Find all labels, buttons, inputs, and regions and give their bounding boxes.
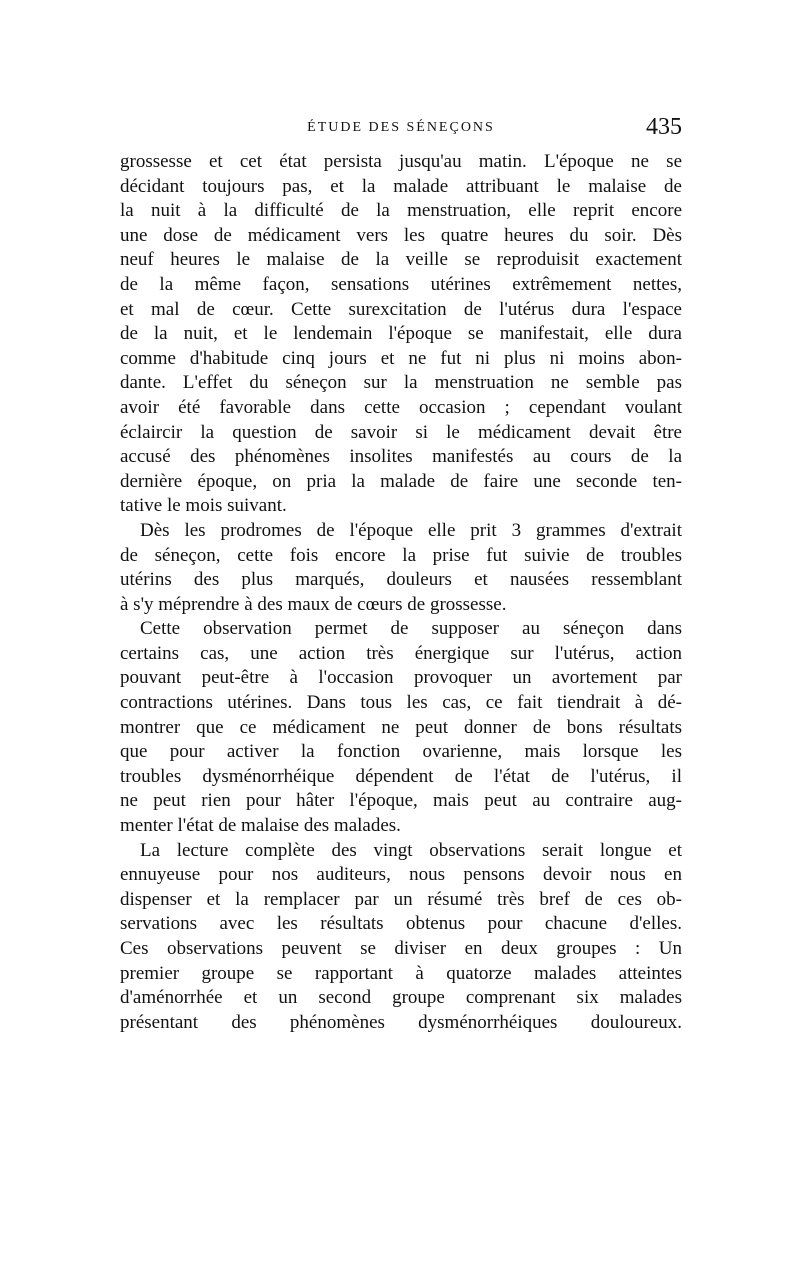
text-line: troubles dysménorrhéique dépendent de l'état de l'utérus, il (120, 765, 682, 787)
text-line: de la nuit, et le lendemain l'époque se manifestait, elle dura (120, 323, 682, 345)
text-line: une dose de médicament vers les quatre heures du soir. Dès (120, 224, 682, 246)
text-line: tative le mois suivant. (120, 495, 287, 517)
text-line: et mal de cœur. Cette surexcitation de l'utérus dura l'espace (120, 298, 682, 320)
text-line: grossesse et cet état persista jusqu'au matin. L'époque ne se (120, 151, 682, 172)
text-line: utérins des plus marqués, douleurs et nausées ressemblant (120, 569, 682, 591)
text-line: à s'y méprendre à des maux de cœurs de grossesse. (120, 593, 507, 615)
text-line: La lecture complète des vingt observations serait longue et (140, 839, 682, 861)
text-line: avoir été favorable dans cette occasion ; cependant voulant (120, 396, 682, 418)
text-line: Cette observation permet de supposer au séneçon dans (140, 618, 682, 640)
text-line: menter l'état de malaise des malades. (120, 815, 401, 837)
text-line: éclaircir la question de savoir si le médicament devait être (120, 421, 682, 443)
text-line: ennuyeuse pour nos auditeurs, nous pensons devoir nous en (120, 864, 682, 886)
text-line: décidant toujours pas, et la malade attribuant le malaise de (120, 175, 682, 197)
text-line: premier groupe se rapportant à quatorze malades atteintes (120, 962, 682, 984)
text-line: la nuit à la difficulté de la menstruation, elle reprit encore (120, 200, 682, 222)
text-line: dante. L'effet du séneçon sur la menstruation ne semble pas (120, 372, 682, 394)
paragraph-2 (120, 519, 682, 617)
running-head (120, 114, 682, 142)
text-line: présentant des phénomènes dysménorrhéiques douloureux. (120, 1011, 682, 1033)
paragraph-4 (120, 839, 682, 1036)
text-line: de la même façon, sensations utérines extrêmement nettes, (120, 273, 682, 295)
paragraph-1 (120, 150, 682, 519)
text-line: contractions utérines. Dans tous les cas, ce fait tiendrait à dé- (120, 692, 682, 714)
page-number: 435 (646, 114, 682, 140)
text-line: Ces observations peuvent se diviser en deux groupes : Un (120, 938, 682, 959)
text-line: ne peut rien pour hâter l'époque, mais peut au contraire aug- (120, 790, 682, 812)
text-line: neuf heures le malaise de la veille se reproduisit exactement (120, 249, 682, 271)
text-line: montrer que ce médicament ne peut donner de bons résultats (120, 716, 682, 738)
text-line: dernière époque, on pria la malade de faire une seconde ten- (120, 470, 682, 492)
text-line: de séneçon, cette fois encore la prise fut suivie de troubles (120, 544, 682, 566)
text-line: accusé des phénomènes insolites manifestés au cours de la (120, 446, 682, 468)
text-line: pouvant peut-être à l'occasion provoquer un avortement par (120, 667, 682, 689)
paragraph-3 (120, 617, 682, 838)
running-title: ÉTUDE DES SÉNEÇONS (307, 120, 495, 135)
body-text (120, 150, 682, 1035)
text-line: que pour activer la fonction ovarienne, mais lorsque les (120, 741, 682, 763)
text-line: dispenser et la remplacer par un résumé très bref de ces ob- (120, 888, 682, 910)
text-line: d'aménorrhée et un second groupe comprenant six malades (120, 987, 682, 1009)
text-line: servations avec les résultats obtenus pour chacune d'elles. (120, 913, 682, 935)
text-line: Dès les prodromes de l'époque elle prit 3 grammes d'extrait (140, 519, 682, 541)
text-line: comme d'habitude cinq jours et ne fut ni plus ni moins abon- (120, 347, 682, 369)
text-line: certains cas, une action très énergique sur l'utérus, action (120, 642, 682, 664)
